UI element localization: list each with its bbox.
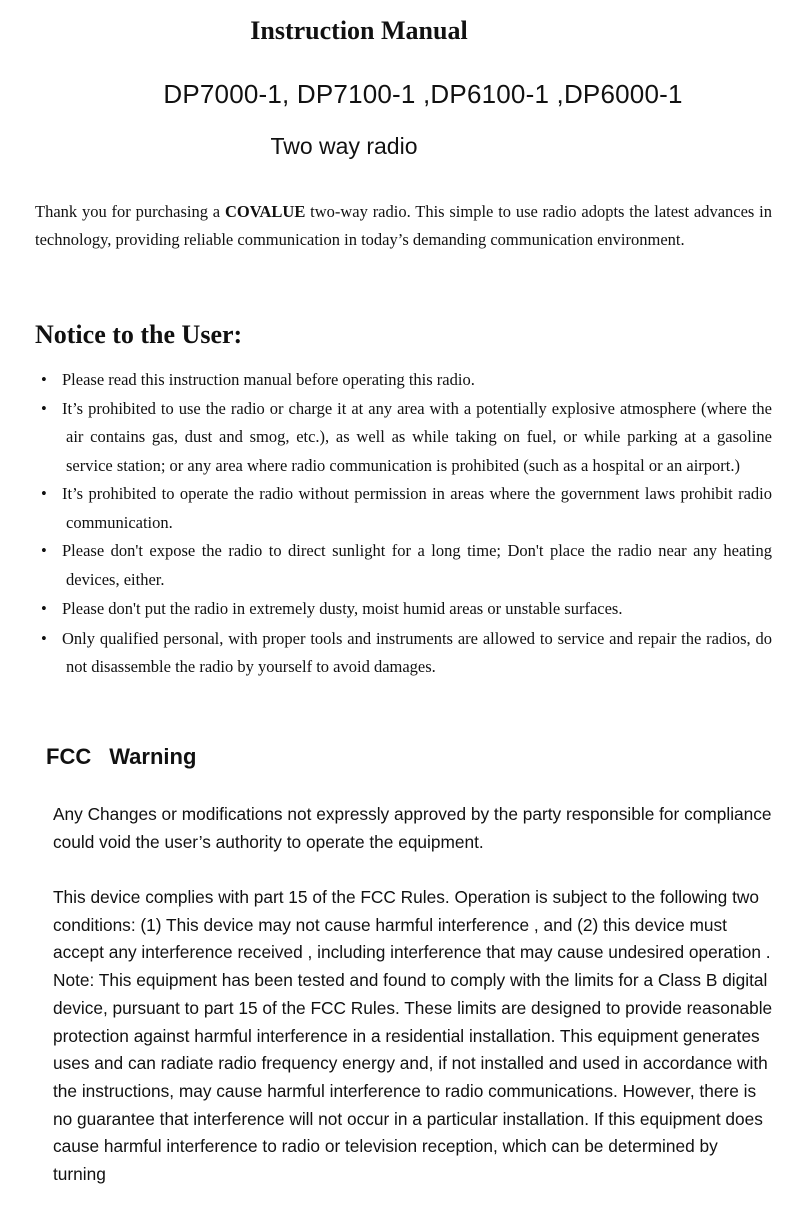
bullet-icon: • <box>41 398 47 418</box>
fcc-label: FCC <box>46 744 92 769</box>
notice-item <box>35 395 772 481</box>
notice-item <box>35 625 772 682</box>
bullet-icon: • <box>41 599 47 618</box>
intro-paragraph <box>35 198 772 254</box>
fcc-paragraph-compliance: This device complies with part 15 of the FCC Rules. Operation is subject to the following two conditions: (1) This device may not cause harmful interference , and (2) this device must accept any interference received , including interference that may cause undesired operation . Note: This equipment has been tested and found to comply with the limits for a Class B digital device, pursuant to part 15 of the FCC Rules. These limits are designed to provide reasonable protection against harmful interference in a residential installation. This equipment generates uses and can radiate radio frequency energy and, if not installed and used in accordance with the instructions, may cause harmful interference to radio communications. However, there is no guarantee that interference will not occur in a particular installation. If this equipment does cause harmful interference to radio or television reception, which can be determined by turning <box>53 887 773 1185</box>
brand-name: COVALUE <box>224 202 306 221</box>
fcc-warning-heading <box>46 744 196 770</box>
notice-item-text: Please don't put the radio in extremely dusty, moist humid areas or unstable surfaces. <box>62 599 623 618</box>
warning-label: Warning <box>109 744 197 769</box>
intro-text-end: two-way radio. This simple to use radio adopts the latest advances in technology, providing reliable communication in today’s demanding communication environment. <box>35 202 772 249</box>
notice-item-text: Please read this instruction manual before operating this radio. <box>62 370 475 389</box>
document-subtitle: Two way radio <box>270 133 418 159</box>
model-numbers: DP7000-1, DP7100-1 ,DP6100-1 ,DP6000-1 <box>163 79 683 109</box>
bullet-icon: • <box>41 370 47 389</box>
bullet-icon: • <box>41 628 47 648</box>
notice-item <box>35 537 772 594</box>
notice-item <box>35 480 772 537</box>
document-title: Instruction Manual <box>250 16 468 45</box>
notice-list <box>35 366 772 682</box>
notice-heading: Notice to the User: <box>35 320 243 349</box>
notice-item <box>35 595 772 624</box>
notice-item-text: Only qualified personal, with proper tools and instruments are allowed to service and repair the radios, do not disassemble the radio by yourself to avoid damages. <box>62 628 772 676</box>
notice-item-text: It’s prohibited to use the radio or charge it at any area with a potentially explosive atmosphere (where the air contains gas, dust and smog, etc.), as well as while taking on fuel, or while parking at a gasoline service station; or any area where radio communication is prohibited (such as a hospital or an airport.) <box>62 398 772 475</box>
fcc-paragraph-changes: Any Changes or modifications not expressly approved by the party responsible for compliance could void the user’s authority to operate the equipment. <box>53 804 772 852</box>
notice-item-text: It’s prohibited to operate the radio without permission in areas where the government laws prohibit radio communication. <box>62 484 772 532</box>
bullet-icon: • <box>41 541 47 560</box>
notice-item <box>35 366 772 395</box>
intro-text-start: Thank you for purchasing a <box>35 202 225 221</box>
bullet-icon: • <box>41 484 47 503</box>
notice-item-text: Please don't expose the radio to direct sunlight for a long time; Don't place the radio near any heating devices, either. <box>62 541 772 589</box>
